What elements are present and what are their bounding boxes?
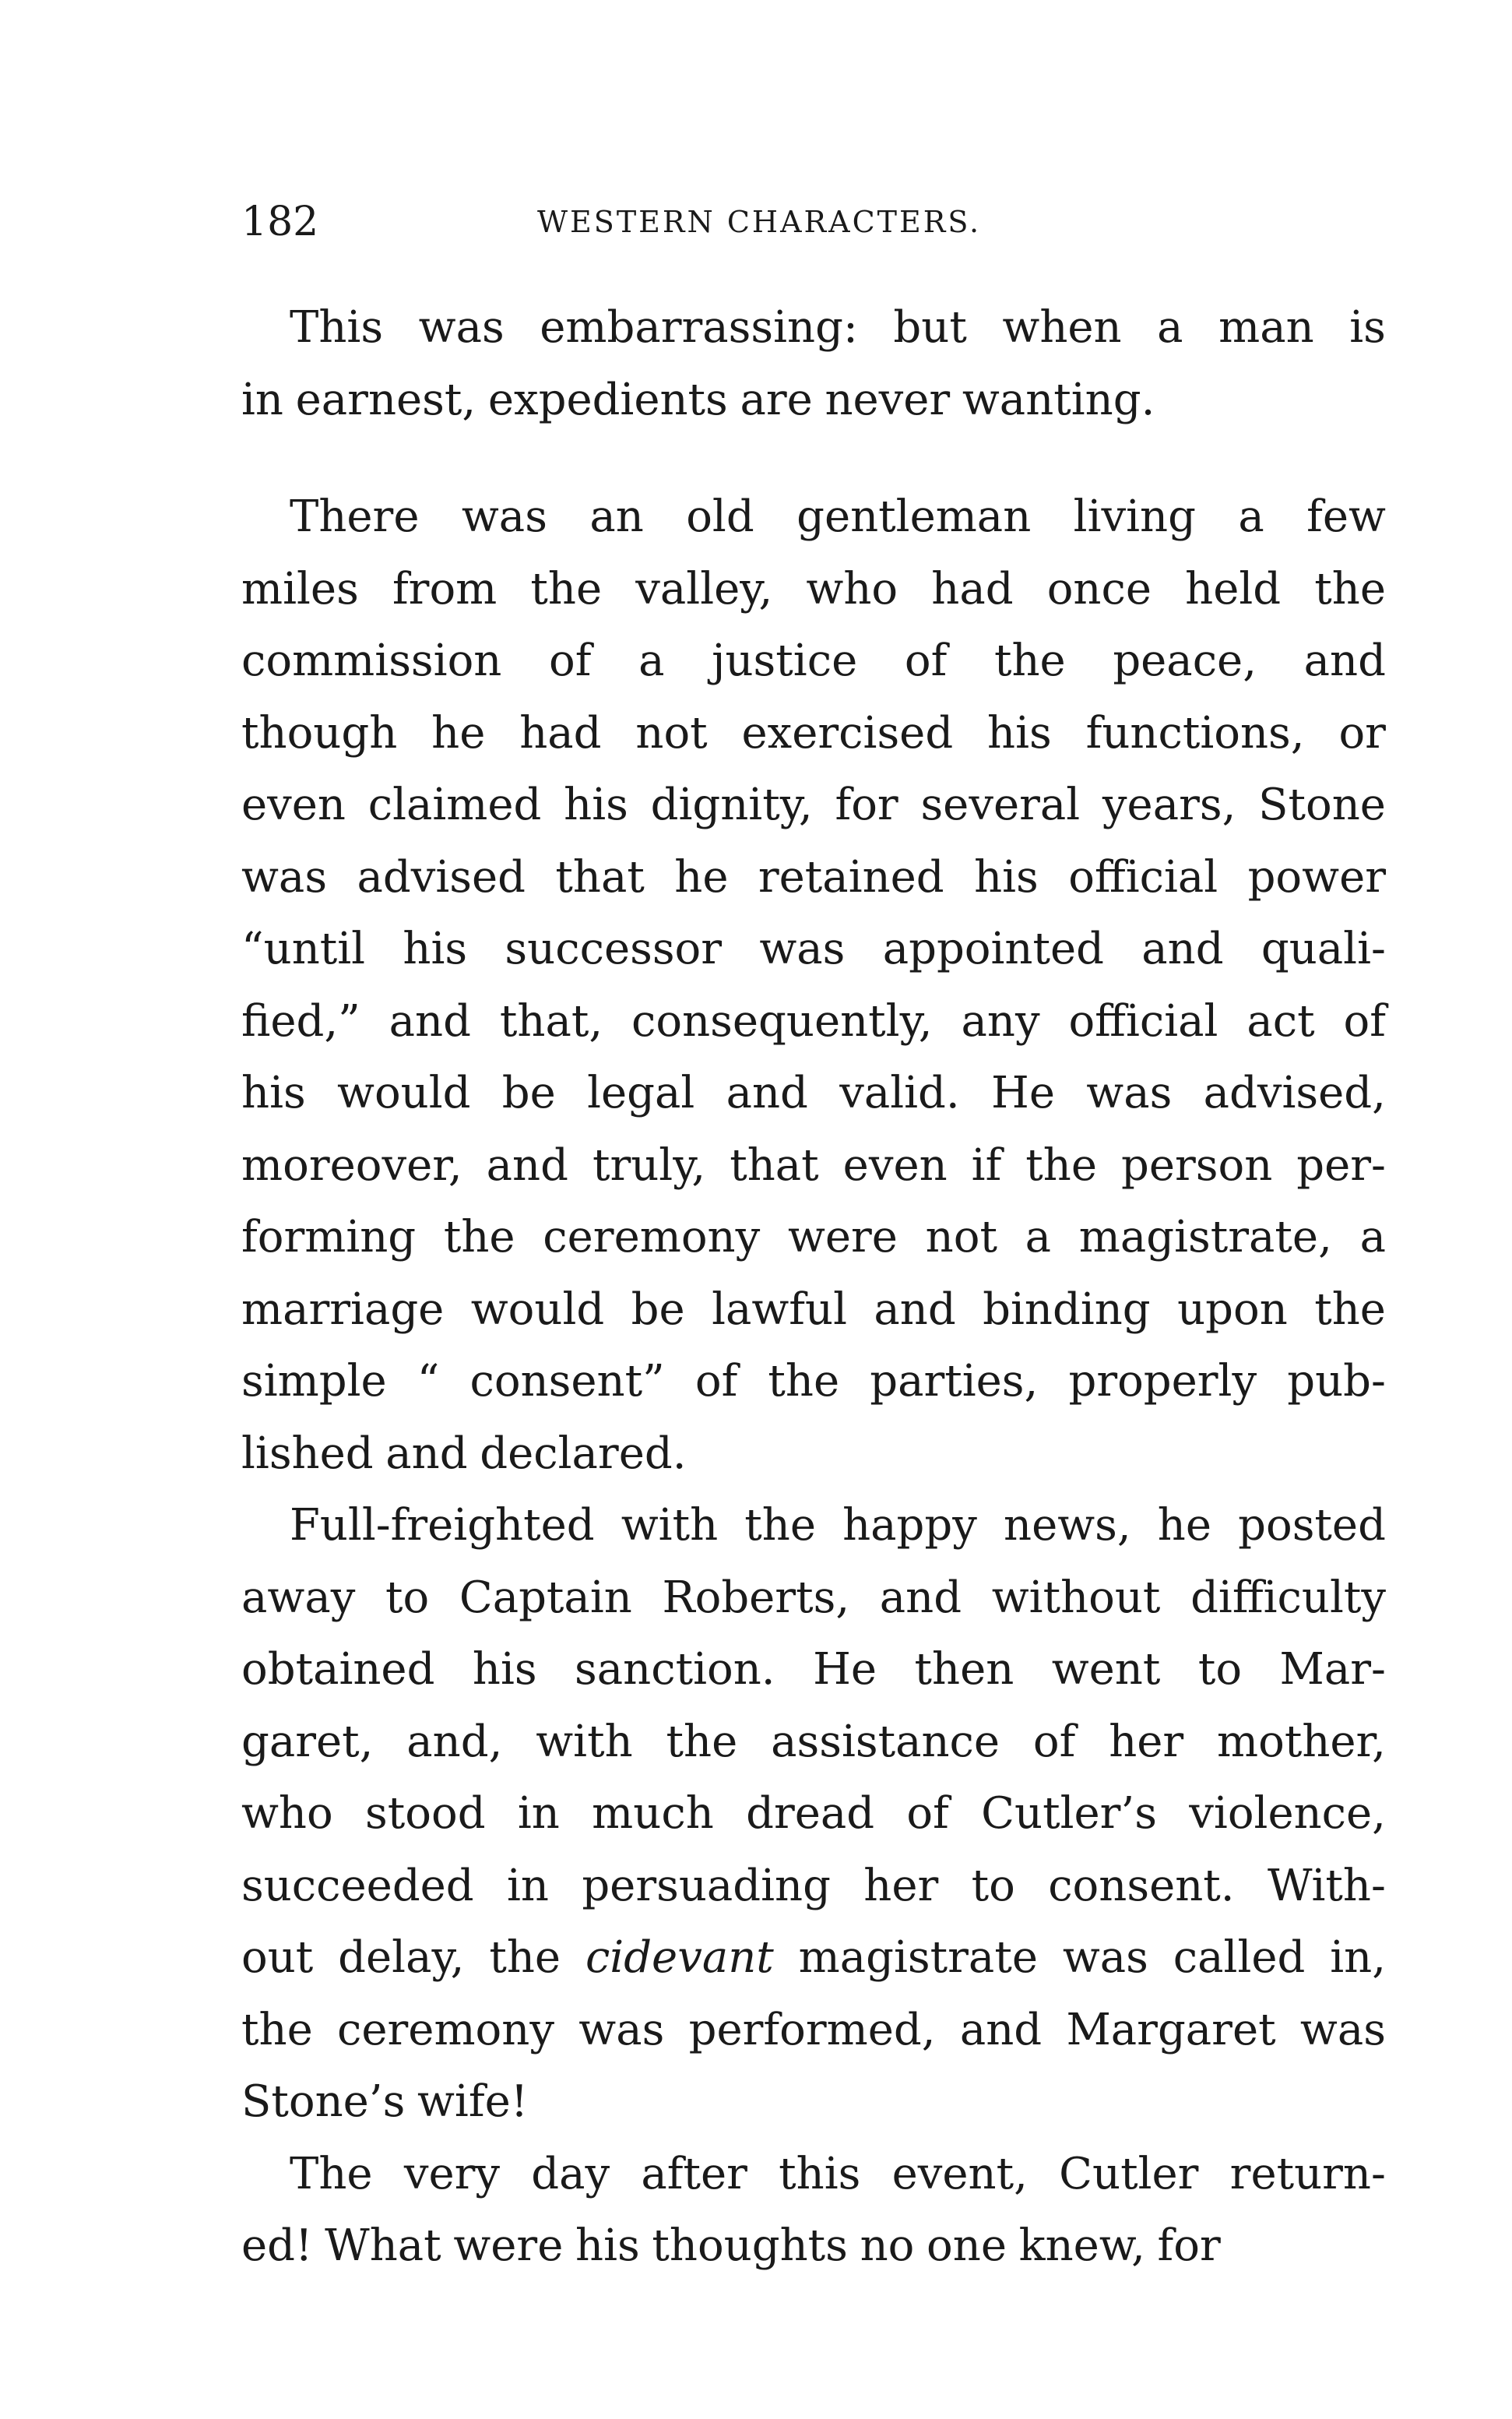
word: This bbox=[290, 302, 384, 353]
word: appointed bbox=[882, 924, 1104, 974]
word: to bbox=[1197, 1644, 1243, 1695]
word: Captain bbox=[459, 1572, 632, 1623]
text-line bbox=[241, 1346, 1386, 1418]
word: of bbox=[1343, 995, 1386, 1047]
word: then bbox=[914, 1644, 1014, 1695]
word: magistrate, bbox=[1078, 1212, 1332, 1262]
word: few bbox=[1306, 491, 1386, 542]
text-line bbox=[241, 625, 1386, 698]
word: would bbox=[470, 1283, 605, 1335]
word: stood bbox=[365, 1788, 486, 1839]
word: be bbox=[631, 1283, 685, 1335]
paragraph bbox=[241, 292, 1386, 436]
word: lished bbox=[241, 1428, 374, 1479]
word: a bbox=[1157, 302, 1183, 353]
word: thoughts bbox=[652, 2220, 848, 2271]
word: earnest, bbox=[295, 374, 476, 425]
word: miles bbox=[241, 563, 359, 614]
word: posted bbox=[1238, 1500, 1386, 1551]
text-line bbox=[241, 986, 1386, 1058]
word: valid. bbox=[839, 1068, 960, 1118]
word: sanction. bbox=[575, 1644, 775, 1695]
word: day bbox=[531, 2148, 610, 2199]
word: that bbox=[730, 1139, 819, 1191]
page-number: 182 bbox=[241, 199, 319, 245]
word: if bbox=[971, 1139, 1002, 1191]
word: the bbox=[768, 1356, 840, 1407]
word: of bbox=[906, 1788, 949, 1839]
word: “until bbox=[241, 924, 366, 974]
word: justice bbox=[712, 636, 858, 686]
word: performed, bbox=[688, 2004, 936, 2055]
word: old bbox=[686, 491, 754, 542]
word: no bbox=[860, 2220, 915, 2271]
word: a bbox=[638, 636, 665, 686]
word: truly, bbox=[592, 1139, 706, 1191]
word: mother, bbox=[1217, 1716, 1386, 1767]
text-line bbox=[241, 842, 1386, 914]
word: very bbox=[403, 2148, 500, 2199]
text-line bbox=[241, 1850, 1386, 1923]
text-line bbox=[241, 1634, 1386, 1706]
word: person bbox=[1121, 1139, 1273, 1191]
word: the bbox=[489, 1932, 561, 1983]
paragraph bbox=[241, 2139, 1386, 2283]
word: successor bbox=[505, 924, 723, 974]
word: delay, bbox=[338, 1932, 465, 1983]
word: for bbox=[835, 780, 898, 830]
word: was bbox=[461, 491, 547, 542]
word: pub- bbox=[1287, 1356, 1386, 1407]
text-line bbox=[241, 292, 1386, 364]
word: parties, bbox=[870, 1356, 1039, 1407]
word: forming bbox=[241, 1212, 417, 1262]
word: once bbox=[1046, 563, 1152, 614]
word: would bbox=[337, 1068, 471, 1118]
word: upon bbox=[1177, 1283, 1288, 1335]
word: and bbox=[959, 2004, 1043, 2055]
word: be bbox=[501, 1068, 556, 1118]
text-line bbox=[241, 554, 1386, 626]
word: embarrassing: bbox=[540, 302, 858, 353]
word: in bbox=[241, 374, 283, 425]
text-line bbox=[241, 698, 1386, 770]
word: much bbox=[592, 1788, 714, 1839]
word: ed! bbox=[241, 2220, 313, 2271]
word: but bbox=[893, 302, 967, 353]
word: were bbox=[787, 1212, 898, 1262]
word: per- bbox=[1296, 1139, 1386, 1191]
text-line bbox=[241, 1418, 1386, 1491]
word: garet, bbox=[241, 1716, 374, 1767]
word: quali- bbox=[1261, 924, 1386, 974]
word: a bbox=[1359, 1212, 1386, 1262]
word: magistrate bbox=[798, 1932, 1038, 1983]
word: He bbox=[813, 1644, 877, 1695]
word: cidevant bbox=[585, 1932, 774, 1983]
word: away bbox=[241, 1572, 356, 1623]
word: marriage bbox=[241, 1283, 445, 1335]
word: dignity, bbox=[650, 780, 813, 830]
word: With- bbox=[1267, 1860, 1386, 1911]
word: advised bbox=[357, 851, 526, 903]
text-line bbox=[241, 1274, 1386, 1347]
word: and bbox=[1141, 924, 1224, 974]
word: consent” bbox=[469, 1356, 665, 1407]
word: Roberts, bbox=[662, 1572, 850, 1623]
word: the bbox=[443, 1212, 515, 1262]
word: one bbox=[927, 2220, 1007, 2271]
text-line bbox=[241, 769, 1386, 842]
word: the bbox=[1314, 1283, 1386, 1335]
word: succeeded bbox=[241, 1860, 474, 1911]
word: ceremony bbox=[337, 2004, 554, 2055]
word: Full-freighted bbox=[290, 1500, 595, 1551]
word: with bbox=[536, 1716, 633, 1767]
word: Mar- bbox=[1279, 1644, 1386, 1695]
word: happy bbox=[842, 1500, 977, 1551]
text-line bbox=[241, 1202, 1386, 1274]
word: any bbox=[961, 995, 1040, 1047]
text-line bbox=[241, 1778, 1386, 1850]
word: Stone’s bbox=[241, 2076, 406, 2127]
word: to bbox=[385, 1572, 430, 1623]
word: an bbox=[589, 491, 644, 542]
running-title: WESTERN CHARACTERS. bbox=[537, 205, 982, 239]
word: his bbox=[987, 707, 1052, 759]
word: advised, bbox=[1203, 1068, 1386, 1118]
word: He bbox=[991, 1068, 1055, 1118]
word: the bbox=[1025, 1139, 1098, 1191]
word: even bbox=[241, 780, 346, 830]
word: to bbox=[971, 1860, 1015, 1911]
word: difficulty bbox=[1190, 1572, 1386, 1623]
word: Margaret bbox=[1066, 2004, 1276, 2055]
word: for bbox=[1157, 2220, 1221, 2271]
word: There bbox=[290, 491, 420, 542]
word: the bbox=[993, 636, 1066, 686]
word: knew, bbox=[1018, 2220, 1145, 2271]
word: in bbox=[517, 1788, 560, 1839]
word: of bbox=[694, 1356, 738, 1407]
word: he bbox=[431, 707, 486, 759]
text-line bbox=[241, 1995, 1386, 2067]
paragraph-gap bbox=[241, 436, 1386, 481]
word: are bbox=[740, 374, 813, 425]
word: was bbox=[241, 851, 328, 903]
word: who bbox=[241, 1788, 333, 1839]
word: the bbox=[1314, 563, 1386, 614]
word: her bbox=[1109, 1716, 1184, 1767]
word: was bbox=[1062, 1932, 1148, 1983]
word: the bbox=[666, 1716, 738, 1767]
word: Cutler’s bbox=[981, 1788, 1157, 1839]
word: that, bbox=[499, 995, 603, 1047]
word: commission bbox=[241, 636, 502, 686]
word: who bbox=[806, 563, 898, 614]
word: functions, bbox=[1085, 707, 1305, 759]
word: he bbox=[674, 851, 729, 903]
word: and bbox=[726, 1068, 808, 1118]
word: return- bbox=[1229, 2148, 1386, 2199]
word: his bbox=[564, 780, 628, 830]
word: binding bbox=[983, 1283, 1151, 1335]
word: living bbox=[1073, 491, 1196, 542]
word: not bbox=[635, 707, 708, 759]
word: legal bbox=[587, 1068, 695, 1118]
word: consequently, bbox=[631, 995, 933, 1047]
word: his bbox=[974, 851, 1039, 903]
word: never bbox=[825, 374, 951, 425]
word: and, bbox=[406, 1716, 503, 1767]
word: simple bbox=[241, 1356, 387, 1407]
word: lawful bbox=[712, 1283, 847, 1335]
word: What bbox=[325, 2220, 441, 2271]
word: the bbox=[530, 563, 603, 614]
word: his bbox=[472, 1644, 537, 1695]
word: is bbox=[1349, 302, 1386, 353]
word: assistance bbox=[771, 1716, 1000, 1767]
word: power bbox=[1247, 851, 1386, 903]
word: years, bbox=[1102, 780, 1236, 830]
text-line bbox=[241, 1562, 1386, 1635]
word: and bbox=[879, 1572, 962, 1623]
text-line bbox=[241, 1922, 1386, 1995]
word: was bbox=[759, 924, 846, 974]
word: went bbox=[1051, 1644, 1161, 1695]
word: ceremony bbox=[543, 1212, 761, 1262]
word: of bbox=[1032, 1716, 1076, 1767]
word: in, bbox=[1330, 1932, 1386, 1983]
word: persuading bbox=[582, 1860, 831, 1911]
word: held bbox=[1185, 563, 1282, 614]
word: of bbox=[549, 636, 592, 686]
word: man bbox=[1218, 302, 1314, 353]
word: that bbox=[555, 851, 645, 903]
word: and bbox=[385, 1428, 468, 1479]
word: a bbox=[1238, 491, 1264, 542]
paragraph bbox=[241, 481, 1386, 1490]
word: this bbox=[779, 2148, 861, 2199]
word: and bbox=[389, 995, 471, 1047]
text-line bbox=[241, 914, 1386, 986]
text-line bbox=[241, 1058, 1386, 1130]
word: with bbox=[621, 1500, 719, 1551]
word: gentleman bbox=[796, 491, 1032, 542]
word: declared. bbox=[480, 1428, 687, 1479]
word: event, bbox=[891, 2148, 1028, 2199]
body-text bbox=[241, 292, 1386, 2283]
word: and bbox=[874, 1283, 956, 1335]
text-line bbox=[241, 1490, 1386, 1562]
word: fied,” bbox=[241, 995, 360, 1047]
word: was bbox=[1086, 1068, 1173, 1118]
word: valley, bbox=[635, 563, 773, 614]
word: a bbox=[1025, 1212, 1052, 1262]
word: exercised bbox=[741, 707, 954, 759]
word: he bbox=[1157, 1500, 1212, 1551]
word: moreover, bbox=[241, 1139, 462, 1191]
word: and bbox=[486, 1139, 568, 1191]
text-line bbox=[241, 2066, 1386, 2139]
word: the bbox=[241, 2004, 313, 2055]
word: from bbox=[392, 563, 498, 614]
running-header bbox=[241, 187, 1394, 257]
word: without bbox=[991, 1572, 1161, 1623]
word: his bbox=[241, 1068, 306, 1118]
word: Stone bbox=[1258, 780, 1386, 830]
word: was bbox=[578, 2004, 665, 2055]
word: had bbox=[931, 563, 1014, 614]
text-line bbox=[241, 364, 1386, 437]
text-line bbox=[241, 2210, 1386, 2283]
word: and bbox=[1303, 636, 1386, 686]
word: her bbox=[863, 1860, 939, 1911]
word: several bbox=[920, 780, 1081, 830]
text-line bbox=[241, 2139, 1386, 2211]
word: not bbox=[925, 1212, 997, 1262]
word: or bbox=[1338, 707, 1386, 759]
word: “ bbox=[417, 1356, 440, 1407]
word: his bbox=[575, 2220, 640, 2271]
text-line bbox=[241, 1130, 1386, 1202]
word: had bbox=[519, 707, 602, 759]
word: expedients bbox=[487, 374, 728, 425]
text-line bbox=[241, 481, 1386, 554]
word: news, bbox=[1004, 1500, 1131, 1551]
word: called bbox=[1173, 1932, 1306, 1983]
word: in bbox=[507, 1860, 549, 1911]
word: out bbox=[241, 1932, 314, 1983]
word: after bbox=[641, 2148, 747, 2199]
word: act bbox=[1247, 995, 1315, 1047]
word: even bbox=[842, 1139, 948, 1191]
word: obtained bbox=[241, 1644, 435, 1695]
word: was bbox=[1299, 2004, 1386, 2055]
paragraph bbox=[241, 1490, 1386, 2139]
word: claimed bbox=[367, 780, 542, 830]
word: violence, bbox=[1189, 1788, 1386, 1839]
word: retained bbox=[758, 851, 944, 903]
word: when bbox=[1002, 302, 1122, 353]
word: consent. bbox=[1048, 1860, 1235, 1911]
word: his bbox=[403, 924, 468, 974]
word: was bbox=[418, 302, 505, 353]
word: peace, bbox=[1113, 636, 1257, 686]
word: wife! bbox=[417, 2076, 529, 2127]
word: The bbox=[290, 2148, 373, 2199]
text-line bbox=[241, 1706, 1386, 1779]
word: dread bbox=[746, 1788, 875, 1839]
word: of bbox=[904, 636, 948, 686]
word: official bbox=[1068, 995, 1218, 1047]
word: the bbox=[744, 1500, 816, 1551]
word: though bbox=[241, 707, 398, 759]
word: official bbox=[1068, 851, 1218, 903]
word: were bbox=[453, 2220, 564, 2271]
word: properly bbox=[1068, 1356, 1257, 1407]
word: wanting. bbox=[962, 374, 1155, 425]
word: Cutler bbox=[1059, 2148, 1199, 2199]
